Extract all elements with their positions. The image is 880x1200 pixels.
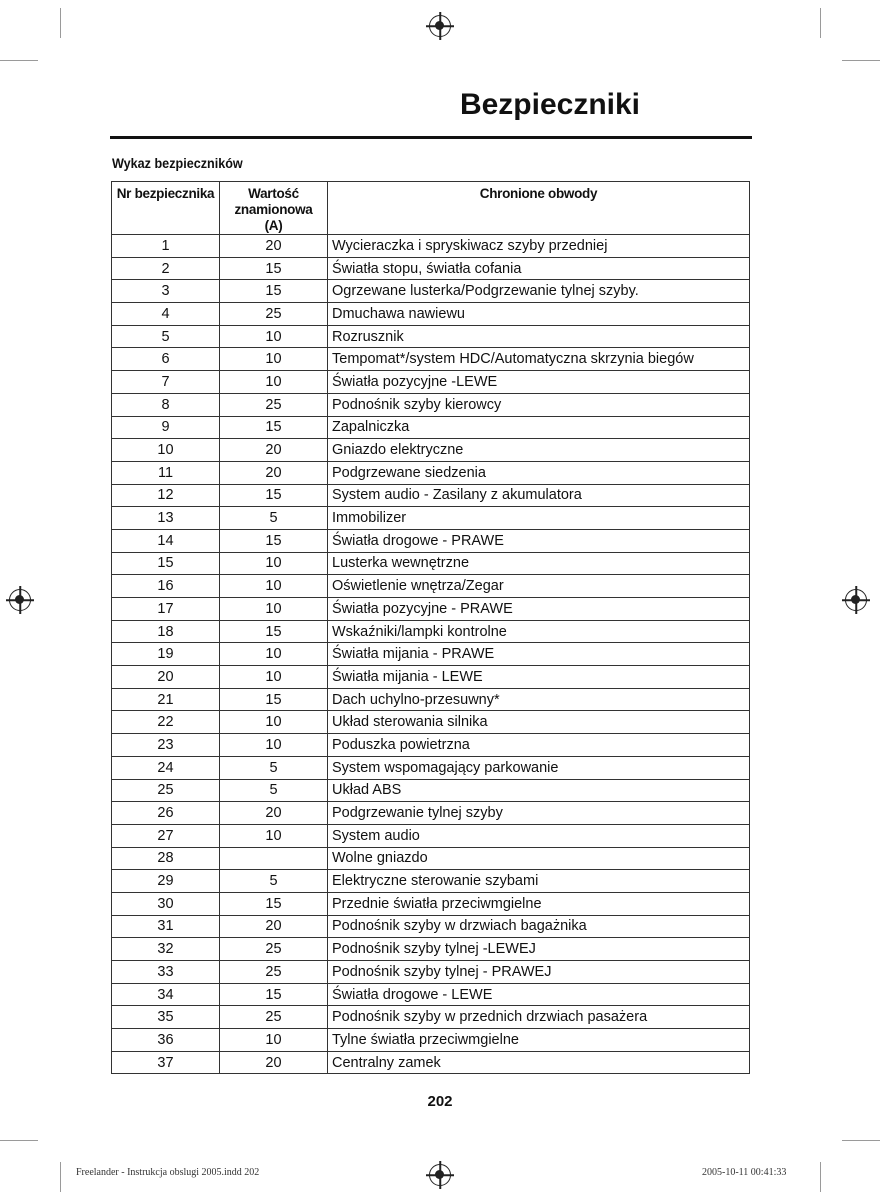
- table-row: [112, 688, 750, 711]
- fuse-number-cell: 32: [112, 938, 220, 961]
- rating-cell: 10: [220, 666, 328, 689]
- footer-file-name: Freelander - Instrukcja obslugi 2005.indd 202: [76, 1167, 260, 1178]
- registration-mark-icon: [429, 15, 451, 37]
- fuse-number-cell: 1: [112, 235, 220, 258]
- fuse-number-cell: 23: [112, 734, 220, 757]
- rating-cell: 10: [220, 325, 328, 348]
- fuse-number-cell: 37: [112, 1051, 220, 1074]
- table-row: [112, 393, 750, 416]
- fuse-number-cell: 13: [112, 507, 220, 530]
- title-rule: [110, 136, 752, 139]
- table-row: [112, 643, 750, 666]
- fuse-number-cell: 10: [112, 439, 220, 462]
- table-row: [112, 938, 750, 961]
- fuse-table: [111, 181, 750, 1074]
- table-row: [112, 575, 750, 598]
- fuse-number-cell: 30: [112, 892, 220, 915]
- fuse-number-cell: 36: [112, 1029, 220, 1052]
- circuit-cell: Podnośnik szyby w przednich drzwiach pasażera: [328, 1006, 750, 1029]
- circuit-cell: Podgrzewanie tylnej szyby: [328, 802, 750, 825]
- circuit-cell: Tempomat*/system HDC/Automatyczna skrzynia biegów: [328, 348, 750, 371]
- fuse-number-cell: 18: [112, 620, 220, 643]
- circuit-cell: Tylne światła przeciwmgielne: [328, 1029, 750, 1052]
- registration-mark-icon: [845, 589, 867, 611]
- fuse-number-cell: 4: [112, 303, 220, 326]
- circuit-cell: System audio - Zasilany z akumulatora: [328, 484, 750, 507]
- table-row: [112, 325, 750, 348]
- header-rating-text: Wartość znamionowa (A): [234, 186, 313, 233]
- rating-cell: 15: [220, 892, 328, 915]
- crop-mark: [842, 60, 880, 61]
- circuit-cell: Wycieraczka i spryskiwacz szyby przedniej: [328, 235, 750, 258]
- rating-cell: 5: [220, 507, 328, 530]
- rating-cell: 15: [220, 620, 328, 643]
- table-row: [112, 892, 750, 915]
- fuse-number-cell: 2: [112, 257, 220, 280]
- fuse-number-cell: 33: [112, 961, 220, 984]
- circuit-cell: Światła drogowe - LEWE: [328, 983, 750, 1006]
- fuse-number-cell: 8: [112, 393, 220, 416]
- circuit-cell: Elektryczne sterowanie szybami: [328, 870, 750, 893]
- rating-cell: 20: [220, 1051, 328, 1074]
- footer-datetime: 2005-10-11 00:41:33: [702, 1167, 787, 1178]
- circuit-cell: Wskaźniki/lampki kontrolne: [328, 620, 750, 643]
- table-row: [112, 961, 750, 984]
- page-title: Bezpieczniki: [459, 88, 640, 121]
- rating-cell: 10: [220, 575, 328, 598]
- rating-cell: 10: [220, 734, 328, 757]
- circuit-cell: Centralny zamek: [328, 1051, 750, 1074]
- table-row: [112, 507, 750, 530]
- circuit-cell: System audio: [328, 824, 750, 847]
- circuit-cell: Podgrzewane siedzenia: [328, 461, 750, 484]
- fuse-number-cell: 11: [112, 461, 220, 484]
- circuit-cell: Lusterka wewnętrzne: [328, 552, 750, 575]
- table-row: [112, 779, 750, 802]
- fuse-number-cell: 19: [112, 643, 220, 666]
- circuit-cell: Podnośnik szyby kierowcy: [328, 393, 750, 416]
- rating-cell: 10: [220, 824, 328, 847]
- fuse-number-cell: 15: [112, 552, 220, 575]
- rating-cell: 25: [220, 393, 328, 416]
- header-protected-circuits: Chronione obwody: [328, 182, 750, 235]
- circuit-cell: Układ ABS: [328, 779, 750, 802]
- circuit-cell: Oświetlenie wnętrza/Zegar: [328, 575, 750, 598]
- table-row: [112, 529, 750, 552]
- rating-cell: 10: [220, 643, 328, 666]
- crop-mark: [820, 1162, 821, 1192]
- table-row: [112, 802, 750, 825]
- circuit-cell: Wolne gniazdo: [328, 847, 750, 870]
- rating-cell: 15: [220, 484, 328, 507]
- fuse-number-cell: 5: [112, 325, 220, 348]
- registration-mark-icon: [429, 1164, 451, 1186]
- fuse-number-cell: 29: [112, 870, 220, 893]
- crop-mark: [842, 1140, 880, 1141]
- circuit-cell: Światła stopu, światła cofania: [328, 257, 750, 280]
- rating-cell: 20: [220, 235, 328, 258]
- table-row: [112, 847, 750, 870]
- header-fuse-number: Nr bezpiecznika: [112, 182, 220, 235]
- table-row: [112, 371, 750, 394]
- rating-cell: 25: [220, 1006, 328, 1029]
- table-row: [112, 711, 750, 734]
- fuse-number-cell: 3: [112, 280, 220, 303]
- rating-cell: 10: [220, 552, 328, 575]
- table-row: [112, 915, 750, 938]
- rating-cell: 20: [220, 915, 328, 938]
- table-row: [112, 416, 750, 439]
- rating-cell: 5: [220, 756, 328, 779]
- table-row: [112, 348, 750, 371]
- rating-cell: 15: [220, 688, 328, 711]
- circuit-cell: Światła pozycyjne - PRAWE: [328, 598, 750, 621]
- rating-cell: 10: [220, 348, 328, 371]
- table-row: [112, 756, 750, 779]
- table-row: [112, 666, 750, 689]
- fuse-number-cell: 27: [112, 824, 220, 847]
- rating-cell: 25: [220, 303, 328, 326]
- crop-mark: [820, 8, 821, 38]
- rating-cell: 10: [220, 711, 328, 734]
- rating-cell: 15: [220, 257, 328, 280]
- circuit-cell: Zapalniczka: [328, 416, 750, 439]
- fuse-number-cell: 6: [112, 348, 220, 371]
- rating-cell: 15: [220, 280, 328, 303]
- rating-cell: 25: [220, 961, 328, 984]
- circuit-cell: Poduszka powietrzna: [328, 734, 750, 757]
- rating-cell: 10: [220, 1029, 328, 1052]
- table-row: [112, 1051, 750, 1074]
- fuse-number-cell: 24: [112, 756, 220, 779]
- fuse-number-cell: 28: [112, 847, 220, 870]
- circuit-cell: Dach uchylno-przesuwny*: [328, 688, 750, 711]
- circuit-cell: Układ sterowania silnika: [328, 711, 750, 734]
- table-row: [112, 870, 750, 893]
- table-row: [112, 734, 750, 757]
- circuit-cell: Podnośnik szyby tylnej - PRAWEJ: [328, 961, 750, 984]
- rating-cell: 5: [220, 870, 328, 893]
- table-row: [112, 461, 750, 484]
- circuit-cell: Światła pozycyjne -LEWE: [328, 371, 750, 394]
- table-row: [112, 484, 750, 507]
- circuit-cell: Światła mijania - LEWE: [328, 666, 750, 689]
- crop-mark: [60, 8, 61, 38]
- table-row: [112, 598, 750, 621]
- rating-cell: 15: [220, 529, 328, 552]
- crop-mark: [0, 1140, 38, 1141]
- rating-cell: 15: [220, 416, 328, 439]
- table-row: [112, 620, 750, 643]
- fuse-number-cell: 14: [112, 529, 220, 552]
- crop-mark: [0, 60, 38, 61]
- table-row: [112, 280, 750, 303]
- rating-cell: 5: [220, 779, 328, 802]
- registration-mark-icon: [9, 589, 31, 611]
- circuit-cell: Światła drogowe - PRAWE: [328, 529, 750, 552]
- fuse-number-cell: 21: [112, 688, 220, 711]
- fuse-number-cell: 17: [112, 598, 220, 621]
- fuse-number-cell: 34: [112, 983, 220, 1006]
- circuit-cell: Gniazdo elektryczne: [328, 439, 750, 462]
- fuse-number-cell: 9: [112, 416, 220, 439]
- fuse-number-cell: 26: [112, 802, 220, 825]
- table-row: [112, 257, 750, 280]
- table-row: [112, 824, 750, 847]
- table-row: [112, 983, 750, 1006]
- circuit-cell: Przednie światła przeciwmgielne: [328, 892, 750, 915]
- rating-cell: 25: [220, 938, 328, 961]
- circuit-cell: Podnośnik szyby w drzwiach bagażnika: [328, 915, 750, 938]
- rating-cell: 20: [220, 439, 328, 462]
- rating-cell: 20: [220, 461, 328, 484]
- page-number: 202: [427, 1093, 453, 1110]
- header-rating: [220, 182, 328, 235]
- circuit-cell: Światła mijania - PRAWE: [328, 643, 750, 666]
- table-row: [112, 1006, 750, 1029]
- table-row: [112, 552, 750, 575]
- fuse-number-cell: 12: [112, 484, 220, 507]
- circuit-cell: Dmuchawa nawiewu: [328, 303, 750, 326]
- circuit-cell: Podnośnik szyby tylnej -LEWEJ: [328, 938, 750, 961]
- rating-cell: 10: [220, 371, 328, 394]
- circuit-cell: Ogrzewane lusterka/Podgrzewanie tylnej szyby.: [328, 280, 750, 303]
- circuit-cell: Immobilizer: [328, 507, 750, 530]
- fuse-number-cell: 25: [112, 779, 220, 802]
- table-row: [112, 1029, 750, 1052]
- fuse-number-cell: 35: [112, 1006, 220, 1029]
- circuit-cell: Rozrusznik: [328, 325, 750, 348]
- table-row: [112, 235, 750, 258]
- fuse-number-cell: 22: [112, 711, 220, 734]
- fuse-number-cell: 16: [112, 575, 220, 598]
- table-row: [112, 439, 750, 462]
- rating-cell: 15: [220, 983, 328, 1006]
- section-subtitle: Wykaz bezpieczników: [112, 155, 243, 171]
- rating-cell: 10: [220, 598, 328, 621]
- table-row: [112, 303, 750, 326]
- circuit-cell: System wspomagający parkowanie: [328, 756, 750, 779]
- fuse-number-cell: 20: [112, 666, 220, 689]
- table-header-row: [112, 182, 750, 235]
- rating-cell: 20: [220, 802, 328, 825]
- fuse-number-cell: 31: [112, 915, 220, 938]
- rating-cell: [220, 847, 328, 870]
- fuse-number-cell: 7: [112, 371, 220, 394]
- crop-mark: [60, 1162, 61, 1192]
